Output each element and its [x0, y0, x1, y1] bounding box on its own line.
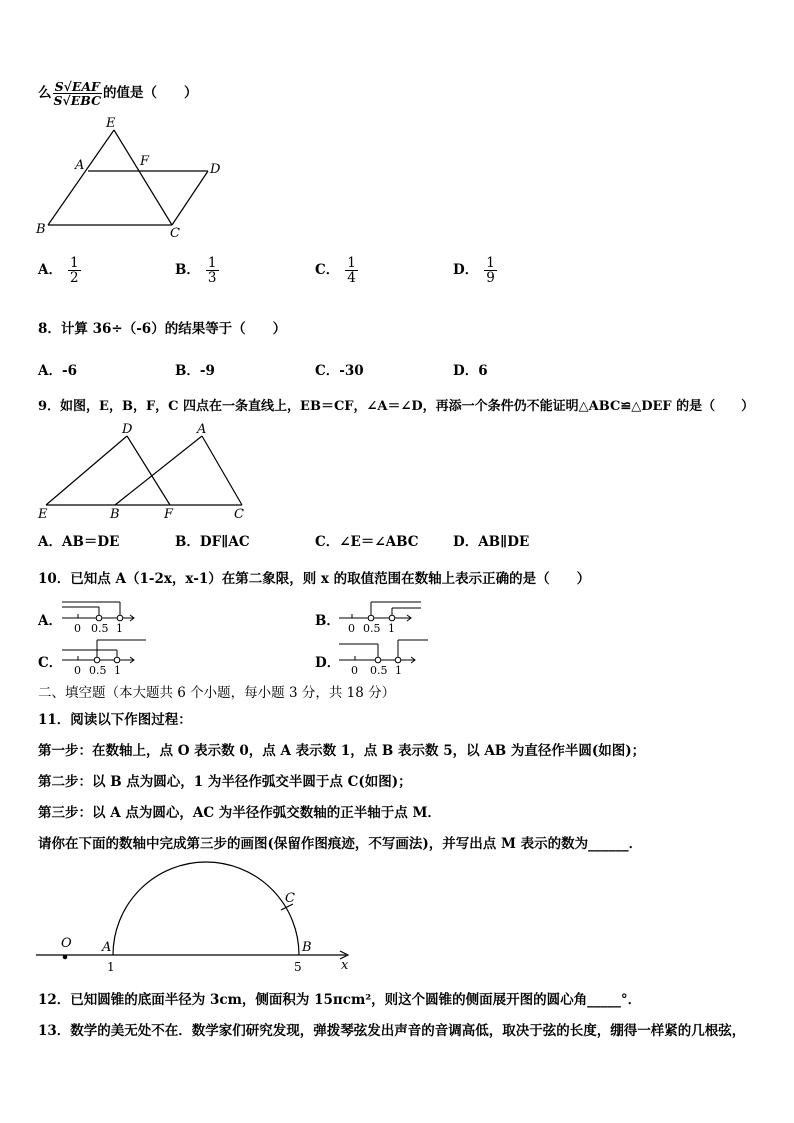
- q7-label-e: E: [106, 116, 116, 131]
- svg-text:0: 0: [351, 664, 358, 677]
- q11-stem: 11．阅读以下作图过程：: [38, 712, 192, 728]
- svg-text:0.5: 0.5: [363, 622, 381, 635]
- q10-stem: 10．已知点 A（1-2x，x-1）在第二象限，则 x 的取值范围在数轴上表示正确的是（ ）: [38, 571, 591, 587]
- q7-figure: [30, 115, 230, 240]
- q9-option-d: D．AB∥DE: [453, 534, 530, 550]
- q7-option-b: B． $\frac{1}{3}$: [175, 255, 217, 287]
- q10-numberline-a: [58, 594, 143, 636]
- q11-label-x: x: [341, 958, 349, 973]
- q13-stem: 13．数学的美无处不在．数学家们研究发现，弹拨琴弦发出声音的音调高低，取决于弦的长度，绷得一样紧的几根弦，: [38, 1023, 746, 1039]
- q9-option-b: B．DF∥AC: [175, 534, 250, 550]
- q11-step1: 第一步：在数轴上，点 O 表示数 0，点 A 表示数 1，点 B 表示数 5，以 AB 为直径作半圆(如图)；: [38, 743, 646, 759]
- q9-figure: [30, 418, 255, 523]
- svg-text:0.5: 0.5: [91, 622, 109, 635]
- section-heading: 二、填空题（本大题共 6 个小题，每小题 3 分，共 18 分）: [38, 685, 396, 701]
- q7-line-ec: [114, 130, 172, 225]
- q7-option-c: C． $\frac{1}{4}$: [315, 255, 356, 287]
- q8-option-b: B．-9: [175, 363, 215, 379]
- q7-suffix: 的值是（ ）: [103, 85, 198, 102]
- q11-point-o: [63, 955, 68, 960]
- q11-step3: 第三步：以 A 点为圆心，AC 为半径作弧交数轴的正半轴于点 M．: [38, 805, 441, 821]
- svg-text:0.5: 0.5: [89, 664, 107, 677]
- q10-numberline-d: [335, 636, 430, 678]
- svg-text:1: 1: [116, 622, 123, 635]
- q8-stem: 8．计算 36÷（-6）的结果等于（ ）: [38, 321, 287, 337]
- q11-figure: [30, 860, 360, 975]
- q11-step2: 第二步：以 B 点为圆心，1 为半径作弧交半圆于点 C(如图)；: [38, 774, 412, 790]
- q11-label-a: A: [102, 940, 112, 955]
- svg-text:1: 1: [395, 664, 402, 677]
- q9-line-df: [127, 436, 170, 505]
- q9-label-e: E: [38, 507, 48, 522]
- q7-option-d: D． $\frac{1}{9}$: [453, 255, 495, 287]
- q9-label-c: C: [234, 507, 244, 522]
- q11-label-c: C: [285, 891, 295, 906]
- q7-ratio-numerator: S√EAF: [54, 79, 100, 94]
- q7-ratio-fraction: [52, 80, 104, 107]
- q10-option-d-letter: D．: [315, 655, 341, 671]
- q9-label-d: D: [122, 422, 133, 437]
- svg-text:0: 0: [74, 622, 81, 635]
- q11-tick-1: 1: [107, 960, 115, 974]
- q7-line-dc: [172, 171, 208, 225]
- q10-option-b-letter: B．: [315, 613, 340, 629]
- svg-text:1: 1: [114, 664, 121, 677]
- q8-option-d: D．6: [453, 363, 488, 379]
- svg-text:0.5: 0.5: [370, 664, 388, 677]
- svg-text:0: 0: [348, 622, 355, 635]
- q11-ask: 请你在下面的数轴中完成第三步的画图(保留作图痕迹，不写画法)，并写出点 M 表示的数为______．: [38, 836, 643, 852]
- q9-label-a: A: [197, 422, 207, 437]
- svg-text:0: 0: [74, 664, 81, 677]
- q9-line-ba: [115, 436, 202, 505]
- q11-semicircle: [113, 862, 299, 955]
- q7-stem-line: [38, 80, 198, 107]
- q11-tick-5: 5: [294, 960, 302, 974]
- q7-label-c: C: [170, 226, 180, 240]
- q9-line-ac: [202, 436, 242, 505]
- q10-option-c-letter: C．: [38, 655, 63, 671]
- q7-label-b: B: [36, 222, 46, 237]
- q10-option-a-letter: A．: [38, 613, 62, 629]
- q7-label-a: A: [75, 158, 85, 173]
- q9-stem: 9．如图，E，B，F，C 四点在一条直线上，EB＝CF，∠A＝∠D，再添一个条件仍不能证明△ABC≌△DEF 的是（ ）: [38, 399, 755, 414]
- q9-label-f: F: [164, 507, 174, 522]
- q7-prefix: 么: [38, 85, 52, 102]
- q10-numberline-b: [335, 594, 425, 636]
- q11-label-o: O: [61, 936, 72, 951]
- q7-label-f: F: [140, 154, 150, 169]
- q12-stem: 12．已知圆锥的底面半径为 3cm，侧面积为 15πcm²，则这个圆锥的侧面展开图的圆心角_____°．: [38, 992, 642, 1008]
- q9-option-a: A．AB＝DE: [38, 534, 120, 550]
- q8-option-c: C．-30: [315, 363, 364, 379]
- q10-numberline-c: [58, 636, 148, 678]
- q8-option-a: A．-6: [38, 363, 77, 379]
- q7-label-d: D: [210, 162, 221, 177]
- svg-text:1: 1: [388, 622, 395, 635]
- q9-label-b: B: [110, 507, 120, 522]
- q9-line-ed: [46, 436, 127, 505]
- q11-label-b: B: [302, 940, 312, 955]
- q7-line-be: [48, 130, 114, 225]
- q9-option-c: C．∠E＝∠ABC: [315, 534, 419, 550]
- q7-option-a: A． $\frac{1}{2}$: [38, 255, 79, 287]
- q7-ratio-denominator: S√EBC: [53, 93, 102, 109]
